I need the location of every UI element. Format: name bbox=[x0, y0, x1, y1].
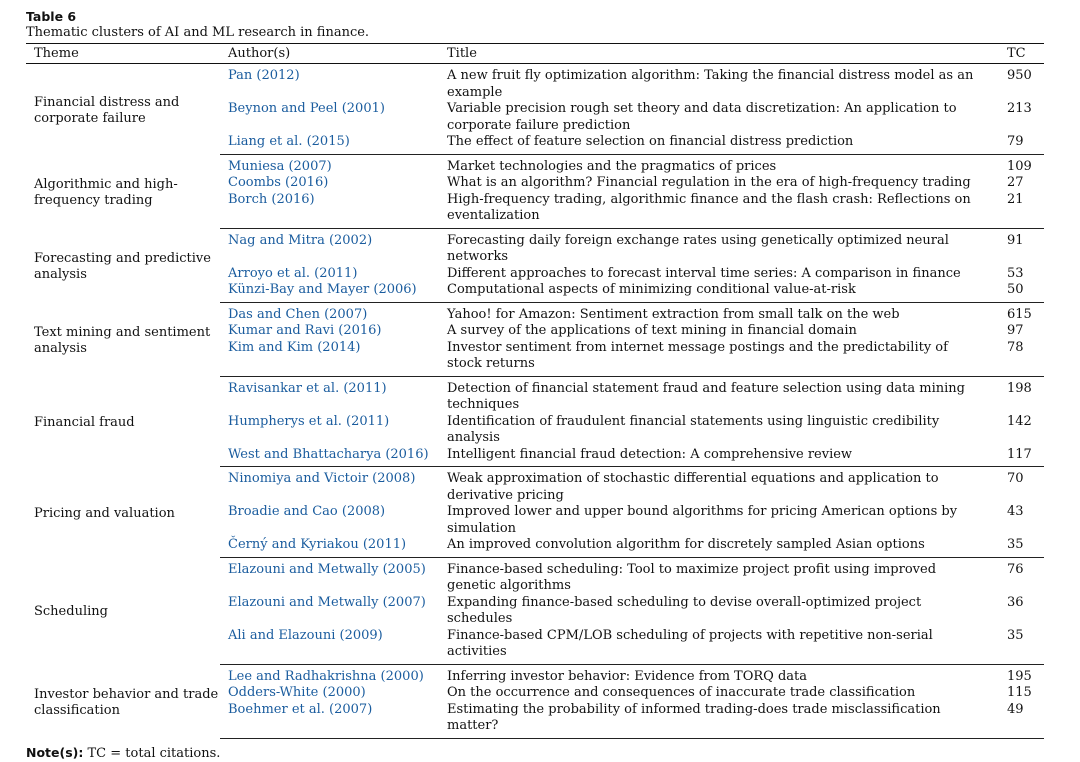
tc-cell: 70 bbox=[1007, 471, 1024, 486]
tc-cell: 27 bbox=[1007, 175, 1024, 190]
table-body bbox=[26, 64, 1044, 739]
theme-cell: Scheduling bbox=[34, 604, 108, 620]
author-link[interactable]: Ali and Elazouni (2009) bbox=[220, 628, 439, 665]
title-cell: Variable precision rough set theory and data discretization: An application to corporate failure prediction bbox=[447, 101, 957, 133]
title-cell: Weak approximation of stochastic differential equations and application to derivative pricing bbox=[447, 471, 939, 503]
title-cell: What is an algorithm? Financial regulation in the era of high-frequency trading bbox=[447, 175, 971, 190]
tc-cell: 91 bbox=[1007, 232, 1024, 248]
author-link[interactable]: Beynon and Peel (2001) bbox=[228, 101, 385, 116]
title-cell: A survey of the applications of text mining in financial domain bbox=[447, 323, 857, 338]
author-link[interactable]: Kumar and Ravi (2016) bbox=[228, 323, 382, 338]
title-cell: Computational aspects of minimizing conditional value-at-risk bbox=[439, 282, 1001, 302]
author-link[interactable]: Künzi-Bay and Mayer (2006) bbox=[220, 282, 439, 302]
table-row bbox=[26, 557, 1044, 595]
title-cell: Inferring investor behavior: Evidence from TORQ data bbox=[447, 668, 808, 684]
author-link[interactable]: Borch (2016) bbox=[220, 192, 439, 229]
author-link[interactable]: Coombs (2016) bbox=[228, 175, 329, 190]
tc-cell: 78 bbox=[1001, 340, 1044, 377]
author-link[interactable]: Lee and Radhakrishna (2000) bbox=[228, 668, 424, 684]
title-cell: Intelligent financial fraud detection: A comprehensive review bbox=[439, 447, 1001, 467]
author-link[interactable]: Humpherys et al. (2011) bbox=[228, 413, 390, 429]
tc-cell: 615 bbox=[1007, 306, 1032, 322]
author-link[interactable]: Broadie and Cao (2008) bbox=[228, 504, 386, 519]
author-link[interactable]: Černý and Kyriakou (2011) bbox=[220, 537, 439, 557]
table-row bbox=[26, 64, 1044, 102]
title-cell: Forecasting daily foreign exchange rates using genetically optimized neural networks bbox=[447, 232, 949, 264]
note-label: Note(s): bbox=[26, 744, 84, 760]
title-cell: Finance-based scheduling: Tool to maximize project profit using improved genetic algorithms bbox=[447, 561, 937, 593]
tc-cell: 76 bbox=[1007, 561, 1024, 577]
header-tc: TC bbox=[1001, 44, 1044, 64]
author-link[interactable]: Pan (2012) bbox=[228, 68, 300, 83]
author-link[interactable]: West and Bhattacharya (2016) bbox=[220, 447, 439, 467]
theme-cell: Text mining and sentiment analysis bbox=[34, 324, 211, 356]
tc-cell: 35 bbox=[1001, 628, 1044, 665]
tc-cell: 53 bbox=[1007, 265, 1024, 281]
table-note bbox=[26, 745, 1054, 762]
tc-cell: 43 bbox=[1007, 504, 1024, 519]
header-theme: Theme bbox=[26, 44, 220, 64]
title-cell: Estimating the probability of informed trading-does trade misclassification matter? bbox=[439, 702, 1001, 739]
tc-cell: 109 bbox=[1007, 158, 1032, 174]
author-link[interactable]: Liang et al. (2015) bbox=[220, 134, 439, 154]
tc-cell: 198 bbox=[1007, 380, 1032, 396]
theme-cell: Financial fraud bbox=[34, 415, 135, 430]
title-cell: Yahoo! for Amazon: Sentiment extraction from small talk on the web bbox=[447, 306, 900, 322]
header-authors: Author(s) bbox=[220, 44, 439, 64]
author-link[interactable]: Arroyo et al. (2011) bbox=[228, 265, 358, 281]
tc-cell: 50 bbox=[1001, 282, 1044, 302]
title-cell: Market technologies and the pragmatics of prices bbox=[447, 158, 777, 174]
header-title: Title bbox=[439, 44, 1001, 64]
table-row bbox=[26, 228, 1044, 266]
tc-cell: 35 bbox=[1001, 537, 1044, 557]
title-cell: A new fruit fly optimization algorithm: Taking the financial distress model as an example bbox=[447, 68, 974, 100]
tc-cell: 115 bbox=[1007, 685, 1032, 700]
tc-cell: 21 bbox=[1001, 192, 1044, 229]
title-cell: On the occurrence and consequences of inaccurate trade classification bbox=[447, 685, 916, 700]
author-link[interactable]: Ninomiya and Victoir (2008) bbox=[228, 471, 416, 486]
title-cell: The effect of feature selection on financial distress prediction bbox=[439, 134, 1001, 154]
author-link[interactable]: Boehmer et al. (2007) bbox=[220, 702, 439, 739]
tc-cell: 142 bbox=[1007, 413, 1032, 429]
title-cell: An improved convolution algorithm for discretely sampled Asian options bbox=[439, 537, 1001, 557]
author-link[interactable]: Ravisankar et al. (2011) bbox=[228, 380, 387, 396]
theme-cell: Algorithmic and high-frequency trading bbox=[34, 176, 178, 208]
title-cell: Expanding finance-based scheduling to devise overall-optimized project schedules bbox=[447, 594, 922, 626]
table-row bbox=[26, 467, 1044, 505]
document bbox=[26, 9, 1054, 762]
author-link[interactable]: Kim and Kim (2014) bbox=[220, 340, 439, 377]
theme-cell: Pricing and valuation bbox=[34, 505, 175, 521]
author-link[interactable]: Elazouni and Metwally (2005) bbox=[228, 561, 426, 577]
theme-cell: Financial distress and corporate failure bbox=[34, 94, 180, 126]
table-row bbox=[26, 154, 1044, 175]
tc-cell: 49 bbox=[1001, 702, 1044, 739]
theme-cell: Investor behavior and trade classification bbox=[34, 686, 219, 718]
table-label: Table 6 bbox=[26, 9, 77, 24]
tc-cell: 97 bbox=[1007, 323, 1024, 338]
title-cell: Detection of financial statement fraud and feature selection using data mining techniques bbox=[447, 380, 965, 412]
tc-cell: 213 bbox=[1007, 101, 1032, 116]
author-link[interactable]: Elazouni and Metwally (2007) bbox=[228, 594, 426, 610]
title-cell: Investor sentiment from internet message postings and the predictability of stock returns bbox=[439, 340, 1001, 377]
author-link[interactable]: Das and Chen (2007) bbox=[228, 306, 368, 322]
table-row bbox=[26, 302, 1044, 323]
header-row bbox=[26, 44, 1044, 64]
title-cell: Identification of fraudulent financial statements using linguistic credibility analysis bbox=[447, 413, 940, 445]
author-link[interactable]: Odders-White (2000) bbox=[228, 685, 366, 700]
author-link[interactable]: Nag and Mitra (2002) bbox=[228, 232, 373, 248]
table-row bbox=[26, 376, 1044, 414]
table-caption: Thematic clusters of AI and ML research in finance. bbox=[26, 25, 370, 40]
table-row bbox=[26, 664, 1044, 685]
title-cell: Different approaches to forecast interval time series: A comparison in finance bbox=[447, 265, 961, 281]
tc-cell: 117 bbox=[1001, 447, 1044, 467]
tc-cell: 950 bbox=[1007, 68, 1032, 83]
citation-table bbox=[26, 43, 1044, 739]
tc-cell: 36 bbox=[1007, 594, 1024, 610]
author-link[interactable]: Muniesa (2007) bbox=[228, 158, 332, 174]
tc-cell: 79 bbox=[1001, 134, 1044, 154]
theme-cell: Forecasting and predictive analysis bbox=[34, 250, 211, 282]
title-cell: Improved lower and upper bound algorithms for pricing American options by simulation bbox=[447, 504, 958, 536]
title-cell: Finance-based CPM/LOB scheduling of projects with repetitive non-serial activities bbox=[439, 628, 1001, 665]
note-text: TC = total citations. bbox=[87, 745, 221, 761]
title-cell: High-frequency trading, algorithmic finance and the flash crash: Reflections on eventalization bbox=[439, 192, 1001, 229]
tc-cell: 195 bbox=[1007, 668, 1032, 684]
